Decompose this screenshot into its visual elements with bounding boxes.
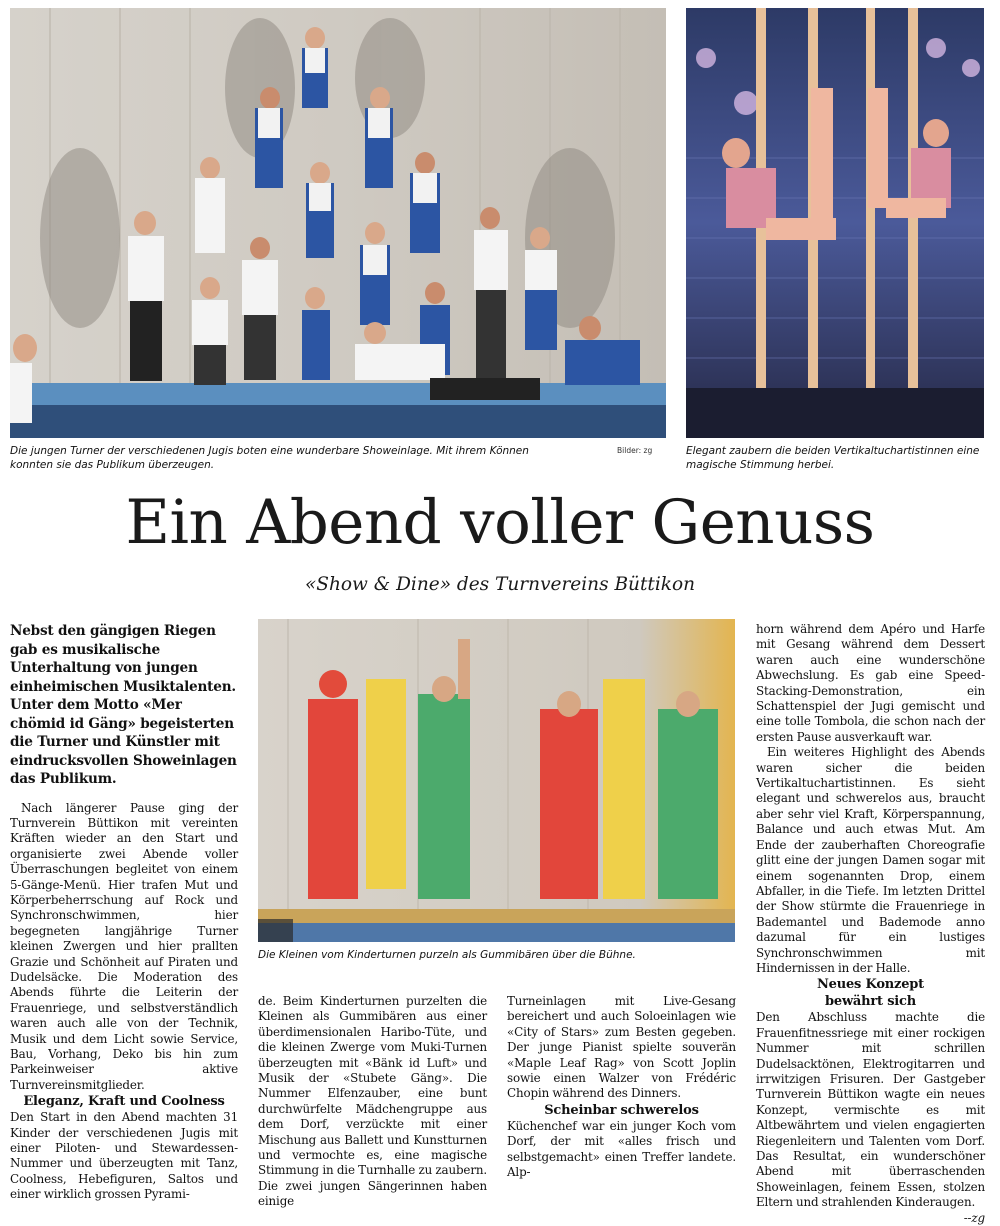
article-subheadline: «Show & Dine» des Turnvereins Büttikon xyxy=(304,574,696,595)
photo-aerial-silks xyxy=(686,8,984,438)
article-paragraph: de. Beim Kinderturnen purzelten die Kleinen als Gummibären aus einer überdimensionalen Haribo-Tüte, und die kleinen Zwerge vom Muki-Turnen überzeugten mit «Bänk id Luft» und Musik der «Stubete Gäng». Die Nummer Elfenzauber, eine bunt durchwürfelte Mädchengruppe aus dem Dorf, verzückte mit einer Mischung aus Ballett und Kunstturnen und vermochte es, eine magische Stimmung in die Turnhalle zu zaubern. Die zwei jungen Sängerinnen haben einige xyxy=(258,994,487,1209)
article-column-2 xyxy=(258,994,487,1210)
photo-gummy-bears xyxy=(258,619,735,942)
article-paragraph-text: Den Abschluss machte die Frauenfitnessriege mit einer rockigen Nummer mit schrillen Dudelsacktönen, Elektrogitarren und irrwitzigen Frisuren. Der Gastgeber Turnverein Büttikon wagte ein neues Konzept, vermischte es mit Altbewährtem und vielen engagierten Riegenleitern und Talenten vom Dorf. Das Resultat, ein wunderschöner Abend mit überraschenden Showeinlagen, feinem Essen, stolzen Eltern und strahlenden Kinderaugen. xyxy=(756,1010,985,1210)
photo-credit: Bilder: zg xyxy=(617,446,653,455)
article-paragraph: horn während dem Apéro und Harfe mit Gesang während dem Dessert waren auch eine wunderschöne Abwechslung. Es gab eine Speed-Stacking-Demonstration, ein Schattenspiel der Jugi gemischt und eine tolle Tombola, die schon nach der ersten Pause ausverkauft war. xyxy=(756,622,985,744)
caption-gymnast-pyramid: Die jungen Turner der verschiedenen Jugis boten eine wunderbare Showeinlage. Mit ihrem Können konnten sie das Publikum überzeugen. xyxy=(10,445,529,471)
article-lead: Nebst den gängigen Riegen gab es musikalische Unterhaltung von jungen einheimischen Musiktalenten. Unter dem Motto «Mer chömid id Gäng» begeisterten die Turner und Künstler mit eindrucksvollen Showeinlagen das Publikum. xyxy=(10,623,237,787)
article-paragraph: Nach längerer Pause ging der Turnverein Büttikon mit vereinten Kräften wieder an den Start und organisierte zwei Abende voller Überraschungen begleitet von einem 5-Gänge-Menü. Hier trafen Mut und Körperbeherrschung auf Rock und Synchronschwimmen, hier begegneten langjährige Turner kleinen Zwergen und hier prallten Grazie und Schönheit auf Piraten und Dudelsäcke. Die Moderation des Abends führte die Leiterin der Frauenriege, und selbstverständlich waren auch alle von der Technik, Musik und dem Licht sowie Service, Bau, Vorhang, Deko bis hin zum Parkeinweiser aktive Turnvereinsmitglieder. xyxy=(10,800,238,1092)
author-signoff: --zg xyxy=(963,1210,985,1225)
section-heading: Eleganz, Kraft und Coolness xyxy=(23,1094,225,1110)
article-paragraph: Turneinlagen mit Live-Gesang bereichert und auch Soloeinlagen wie «City of Stars» zum Besten gegeben. Der junge Pianist spielte souverän «Maple Leaf Rag» von Scott Joplin sowie einen Walzer von Frédéric Chopin während des Dinners. xyxy=(507,994,736,1101)
article-paragraph: Ein weiteres Highlight des Abends waren sicher die beiden Vertikaltuchartistinnen. Es sieht elegant und schwerelos aus, braucht aber sehr viel Kraft, Körperspannung, Balance und auch etwas Mut. Am Ende der zauberhaften Choreografie glitt eine der jungen Damen sogar mit einem sogenannten Drop, einem Abfaller, in die Tiefe. Im letzten Drittel der Show stürmte die Frauenriege in Bademantel und Bademode anno dazumal für ein lustiges Synchronschwimmen mit Hindernissen in der Halle. xyxy=(756,745,985,975)
article-column-1 xyxy=(10,622,238,1203)
article-paragraph xyxy=(756,1010,985,1225)
caption-aerial-silks: Elegant zaubern die beiden Vertikaltuchartistinnen eine magische Stimmung herbei. xyxy=(686,445,980,471)
article-paragraph: Küchenchef war ein junger Koch vom Dorf, der mit «alles frisch und selbstgemacht» einen Treffer landete. Alp- xyxy=(507,1118,736,1180)
article-paragraph: Den Start in den Abend machten 31 Kinder der verschiedenen Jugis mit einer Piloten- und Stewardessen-Nummer und überzeugten mit Tanz, Coolness, Hebefiguren, Saltos und einer wirklich grossen Pyrami- xyxy=(10,1110,238,1202)
article-column-3 xyxy=(507,994,736,1180)
article-headline: Ein Abend voller Genuss xyxy=(125,487,875,558)
section-heading: Scheinbar schwerelos xyxy=(544,1102,699,1118)
photo-gymnast-pyramid xyxy=(10,8,666,438)
section-heading: Neues Konzept bewährt sich xyxy=(816,977,924,1010)
caption-gummy-bears: Die Kleinen vom Kinderturnen purzeln als Gummibären über die Bühne. xyxy=(258,949,636,961)
article-column-4 xyxy=(756,622,985,1226)
